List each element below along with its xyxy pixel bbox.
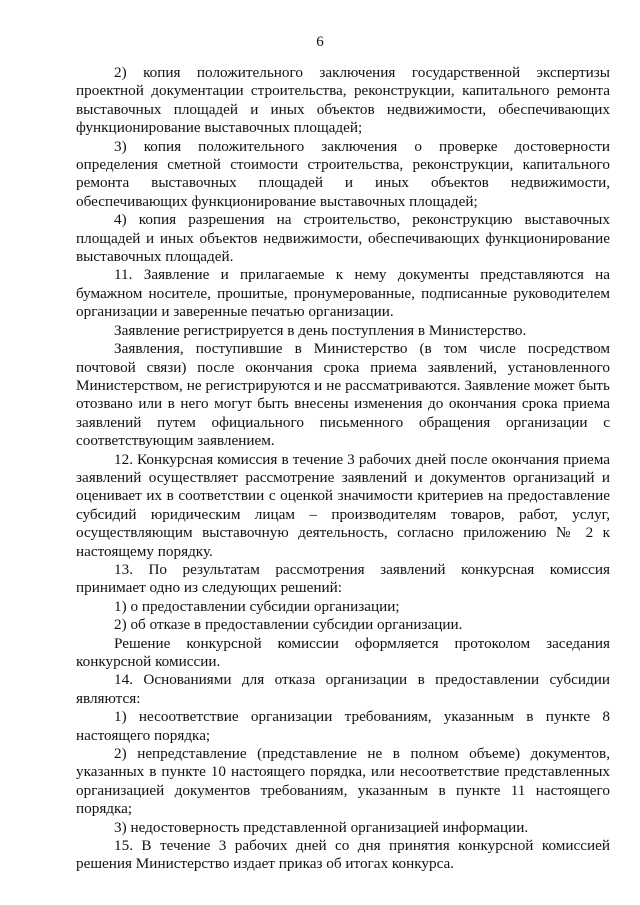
- paragraph-section-14: 14. Основаниями для отказа организации в предоставлении субсидии являются:: [76, 671, 610, 707]
- paragraph-decision-2: 2) об отказе в предоставлении субсидии организации.: [114, 616, 463, 634]
- paragraph-section-15: 15. В течение 3 рабочих дней со дня принятия конкурсной комиссией решения Министерство издает приказ об итогах конкурса.: [76, 837, 610, 873]
- document-body: [76, 64, 610, 874]
- paragraph-decision-1: 1) о предоставлении субсидии организации;: [114, 597, 400, 615]
- paragraph-item-4-permit: 4) копия разрешения на строительство, реконструкцию выставочных площадей и иных объектов недвижимости, обеспечивающих функционирование выставочных площадей.: [76, 211, 610, 266]
- paragraph-section-11: 11. Заявление и прилагаемые к нему документы представляются на бумажном носителе, прошитые, пронумерованные, подписанные руководителем организации и заверенные печатью организации.: [76, 266, 610, 321]
- paragraph-refusal-1: 1) несоответствие организации требованиям, указанным в пункте 8 настоящего порядка;: [76, 708, 610, 744]
- paragraph-refusal-3: 3) недостоверность представленной организацией информации.: [114, 818, 529, 836]
- paragraph-late-applications: Заявления, поступившие в Министерство (в том числе посредством почтовой связи) после окончания срока приема заявлений, установленного Министерством, не регистрируются и не рассматриваются. Заявление может быть отозвано или в него могут быть внесены изменения до окончания срока приема заявлений путем официального письменного обращения организации с соответствующим заявлением.: [76, 340, 610, 450]
- paragraph-item-2-expertise: 2) копия положительного заключения государственной экспертизы проектной документации строительства, реконструкции, капитального ремонта выставочных площадей и иных объектов недвижимости, обеспечивающих функционирование выставочных площадей;: [76, 64, 610, 137]
- paragraph-section-13: 13. По результатам рассмотрения заявлений конкурсная комиссия принимает одно из следующих решений:: [76, 560, 610, 597]
- paragraph-protocol: Решение конкурсной комиссии оформляется протоколом заседания конкурсной комиссии.: [76, 634, 610, 670]
- paragraph-registration: Заявление регистрируется в день поступления в Министерство.: [114, 321, 527, 339]
- paragraph-item-3-estimate: 3) копия положительного заключения о проверке достоверности определения сметной стоимости строительства, реконструкции, капитального ремонта выставочных площадей и иных объектов недвижимости, обеспечивающих функционирование выставочных площадей;: [76, 137, 610, 210]
- page-number: 6: [316, 34, 324, 50]
- paragraph-refusal-2: 2) непредставление (представление не в полном объеме) документов, указанных в пункте 10 настоящего порядка, или несоответствие представленных организацией документов требованиям, указанным в пункте 11 настоящего порядка;: [76, 745, 610, 818]
- paragraph-section-12: 12. Конкурсная комиссия в течение 3 рабочих дней после окончания приема заявлений осуществляет рассмотрение заявлений и документов организаций и оценивает их в соответствии с оценкой значимости критериев на предоставление субсидий юридическим лицам – производителям товаров, работ, услуг, осуществляющим выставочную деятельность, согласно приложению № 2 к настоящему порядку.: [76, 450, 610, 560]
